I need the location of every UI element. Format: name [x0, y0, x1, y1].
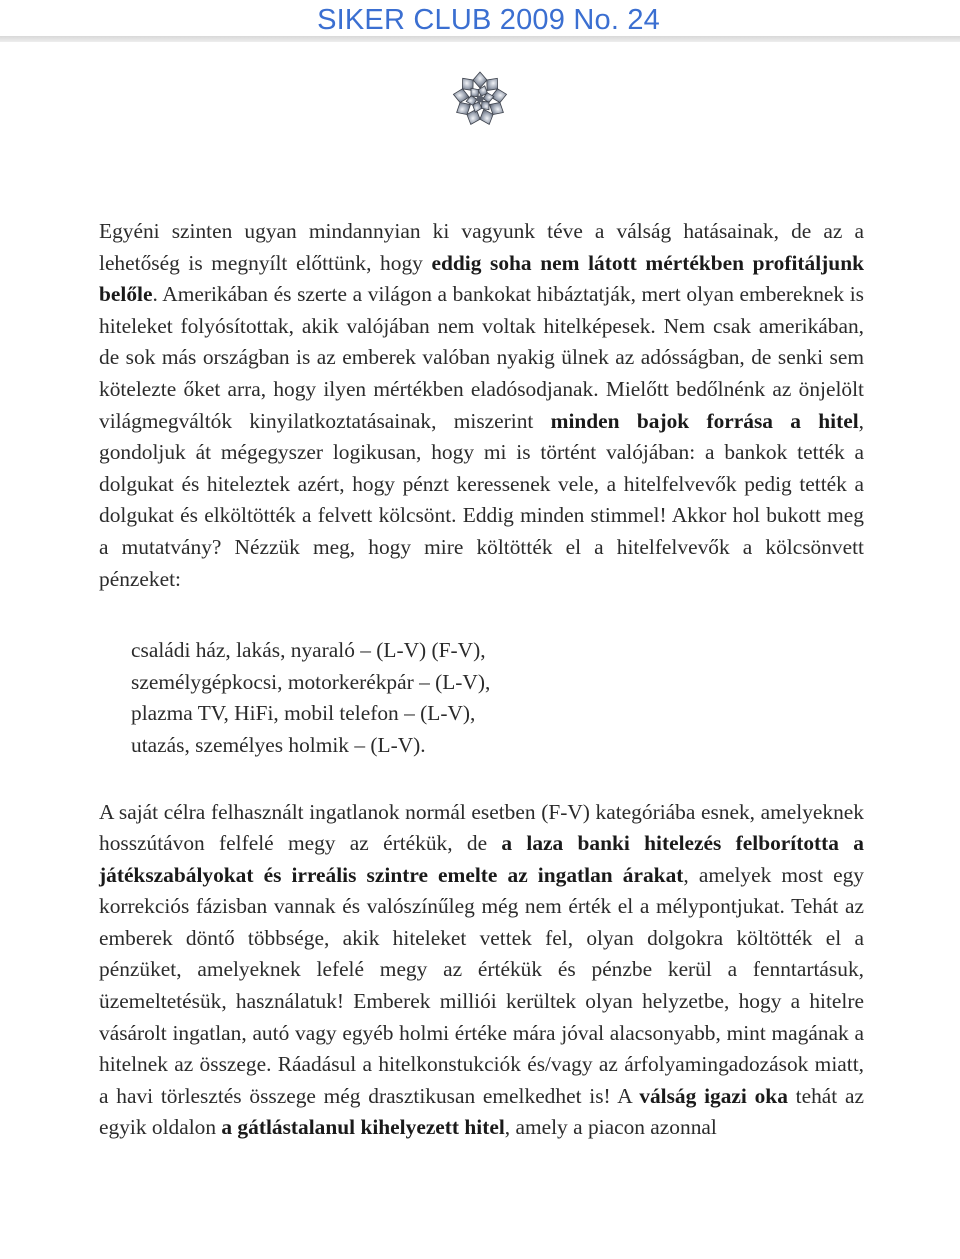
body-text: , amely a piacon azonnal	[504, 1115, 717, 1140]
emphasis-text: a gátlástalanul kihelyezett hitel	[221, 1115, 505, 1140]
emphasis-text: eddig soha nem látott mértékben profitáljunk belőle	[99, 250, 864, 307]
spending-list	[131, 635, 864, 761]
article-body	[99, 216, 864, 1144]
list-item: személygépkocsi, motorkerékpár – (L-V),	[131, 669, 491, 694]
list-item: plazma TV, HiFi, mobil telefon – (L-V),	[131, 701, 476, 726]
paragraph-intro	[99, 216, 864, 595]
body-text: Egyéni szinten ugyan mindannyian ki vagyunk téve a válság hatásainak, de az a lehetőség is megnyílt előttünk, hogy	[99, 219, 864, 275]
body-text: , gondoljuk át mégegyszer logikusan, hogy mi is történt valójában: a bankok tették a dolgukat és hiteleztek azért, hogy pénzt keressenek vele, a hitelfelvevők pedig tették a dolgukat és elköltötték a felvett kölcsönt. Eddig minden stimmel! Akkor hol bukott meg a mutatvány? Nézzük meg, hogy mire költötték el a hitelfelvevők a kölcsönvett pénzeket:	[99, 408, 864, 591]
emphasis-text: a laza banki hitelezés felborította a játékszabályokat és irreális szintre emelte az ingatlan árakat	[99, 831, 864, 887]
body-text: A saját célra felhasznált ingatlanok normál esetben (F-V) kategóriába esnek, amelyeknek hosszútávon felfelé megy az értékük, de	[99, 799, 864, 856]
header-divider	[0, 36, 960, 42]
emphasis-text: minden bajok forrása a hitel	[550, 408, 859, 433]
body-text: , amelyek most egy korrekciós fázisban vannak és valószínűleg még nem érték el a mélypontjukat. Tehát az emberek döntő többsége, akik hiteleket vettek fel, olyan dolgokra költötték el a pénzüket, amelyeknek lefelé megy az értékük és pénzbe kerül a fenntartásuk, üzemeltetésük, használatuk! Emberek milliói kerültek olyan helyzetbe, hogy a hitelre vásárolt ingatlan, autó vagy egyéb holmi értéke mára jóval alacsonyabb, mint magának a hitelnek az összege. Ráadásul a hitelkonstukciók és/vagy az árfolyamingadozások miatt, a havi törlesztés összege még drasztikusan emelkedhet is! A	[99, 862, 864, 1108]
emphasis-text: válság igazi oka	[639, 1083, 788, 1108]
paragraph-analysis	[99, 797, 864, 1145]
body-text: tehát az egyik oldalon	[99, 1083, 864, 1140]
list-item: családi ház, lakás, nyaraló – (L-V) (F-V),	[131, 638, 486, 663]
list-item: utazás, személyes holmik – (L-V).	[131, 732, 426, 757]
body-text: . Amerikában és szerte a világon a bankokat hibáztatják, mert olyan embereknek is hiteleket folyósítottak, akik valójában nem voltak hitelképesek. Nem csak amerikában, de sok más országban is az emberek valóban nyakig ülnek az adósságban, de senki sem kötelezte őket arra, hogy ilyen mértékben eladósodjanak. Mielőtt bedőlnénk az önjelölt világmegváltók kinyilatkoztatásainak, miszerint	[99, 282, 864, 433]
club-logo-icon	[451, 70, 509, 128]
page-header	[0, 0, 960, 44]
page-title: SIKER CLUB 2009 No. 24	[317, 4, 660, 36]
